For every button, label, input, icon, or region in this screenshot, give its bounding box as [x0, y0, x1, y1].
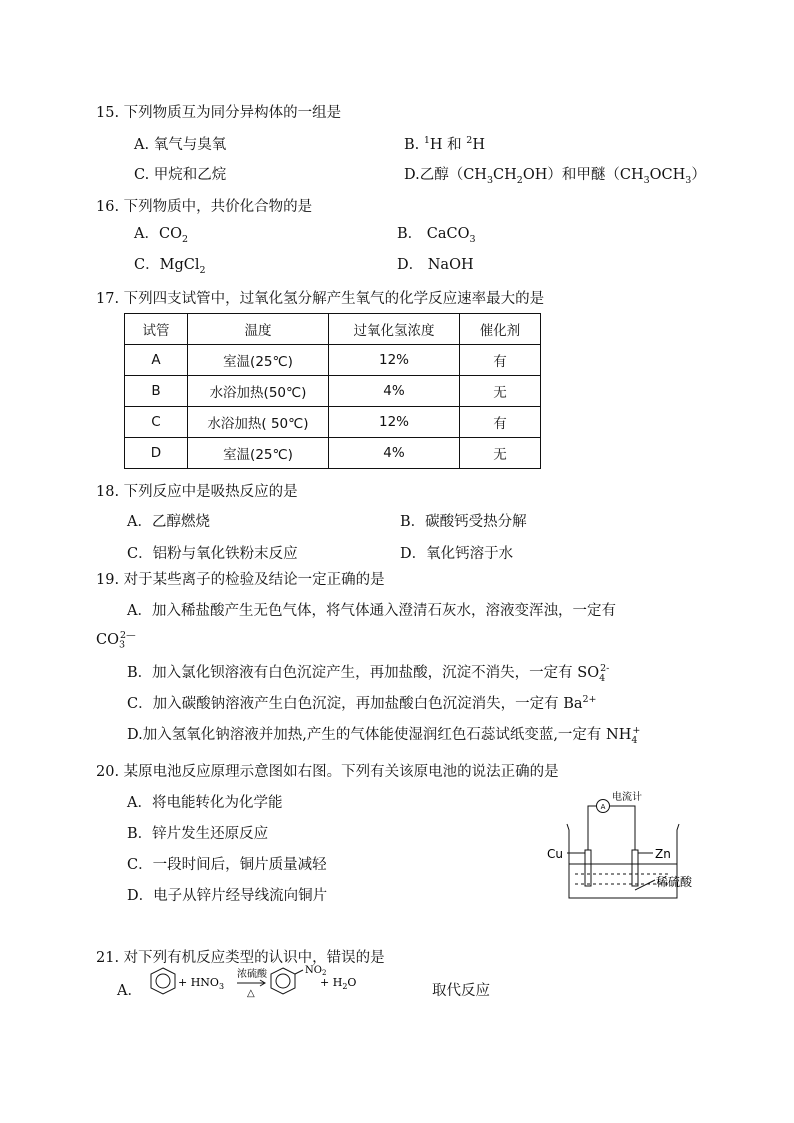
reagent-text: + $HNO_3$ — [178, 976, 225, 991]
table-header-row — [125, 314, 541, 345]
q19-option-b: B．加入氯化钡溶液有白色沉淀产生，再加盐酸，沉淀不消失，一定有 $SO_4^{2-}$ — [127, 663, 610, 684]
table-cell: D — [125, 438, 188, 469]
table-cell: 水浴加热( 50℃) — [188, 407, 329, 438]
zn-label: Zn — [655, 847, 671, 861]
q20-option-d: D．电子从锌片经导线流向铜片 — [127, 888, 328, 904]
table-cell: 12% — [329, 345, 460, 376]
table-cell: B — [125, 376, 188, 407]
table-row — [125, 345, 541, 376]
q15-option-b: B. $^1$H 和 $^2$H — [404, 135, 485, 153]
table-cell: 无 — [460, 376, 541, 407]
q15-option-d: D.乙醇$(CH_3CH_2OH)$和甲醚$(CH_3OCH_3)$ — [404, 167, 706, 186]
table-cell: 室温(25℃) — [188, 345, 329, 376]
q20-option-c: C．一段时间后，铜片质量减轻 — [127, 857, 327, 873]
q15-option-a: A. 氧气与臭氧 — [134, 137, 227, 153]
q19-option-a-cont: $CO_3^{2—}$ — [96, 630, 136, 651]
q16-option-c: C．MgCl$_2$ — [134, 257, 206, 276]
q17-table — [124, 313, 541, 469]
nitrobenzene-ring-icon — [271, 968, 295, 994]
q19-option-d: D.加入氢氧化钠溶液并加热,产生的气体能使湿润红色石蕊试纸变蓝,一定有 $NH_4^+$ — [127, 725, 641, 746]
q21-option-a-type: 取代反应 — [432, 983, 490, 999]
q20-option-a: A．将电能转化为化学能 — [127, 795, 283, 811]
q21-stem: 21. 对下列有机反应类型的认识中，错误的是 — [96, 950, 385, 966]
q16-option-d: D． NaOH — [397, 257, 474, 273]
water-text: + $H_2O$ — [320, 976, 357, 991]
q16-stem: 16. 下列物质中，共价化合物的是 — [96, 199, 313, 215]
q21-option-a-label: A． — [117, 983, 142, 999]
table-cell: 水浴加热(50℃) — [188, 376, 329, 407]
header-cell: 催化剂 — [460, 314, 541, 345]
q18-stem: 18. 下列反应中是吸热反应的是 — [96, 484, 298, 500]
zinc-electrode — [632, 850, 638, 886]
header-cell: 试管 — [125, 314, 188, 345]
q16-option-b: B． CaCO$_3$ — [397, 226, 476, 245]
wire-left — [588, 806, 597, 850]
q15-stem: 15. 下列物质互为同分异构体的一组是 — [96, 105, 342, 121]
q18-option-c: C．铝粉与氧化铁粉末反应 — [127, 546, 298, 562]
meter-caption: 电流计 — [612, 792, 642, 803]
table-cell: 有 — [460, 407, 541, 438]
q15-option-c: C. 甲烷和乙烷 — [134, 167, 227, 183]
cu-label: Cu — [547, 847, 563, 861]
q20-option-b: B．锌片发生还原反应 — [127, 826, 269, 842]
table-cell: A — [125, 345, 188, 376]
q16-option-a: A．$CO_2$ — [134, 226, 189, 245]
table-row — [125, 407, 541, 438]
table-cell: 有 — [460, 345, 541, 376]
q19-option-a: A．加入稀盐酸产生无色气体，将气体通入澄清石灰水，溶液变浑浊，一定有 — [127, 603, 616, 619]
galvanic-cell-figure — [545, 790, 715, 905]
table-cell: 室温(25℃) — [188, 438, 329, 469]
acid-label: 稀硫酸 — [656, 875, 693, 889]
q18-option-d: D．氧化钙溶于水 — [400, 546, 514, 562]
condition-heat: △ — [247, 988, 255, 999]
nitro-group-text: $NO_2$ — [305, 965, 327, 977]
table-cell: C — [125, 407, 188, 438]
q19-option-c: C．加入碳酸钠溶液产生白色沉淀，再加盐酸白色沉淀消失，一定有 $Ba^{2+}$ — [127, 694, 597, 712]
wire-right — [609, 806, 635, 850]
q18-option-b: B．碳酸钙受热分解 — [400, 514, 527, 530]
q17-stem: 17. 下列四支试管中，过氧化氢分解产生氧气的化学反应速率最大的是 — [96, 291, 545, 307]
q18-option-a: A．乙醇燃烧 — [127, 514, 210, 530]
ammeter-label: A — [600, 803, 606, 811]
table-cell: 无 — [460, 438, 541, 469]
nitration-equation — [145, 962, 385, 1000]
q20-stem: 20. 某原电池反应原理示意图如右图。下列有关该原电池的说法正确的是 — [96, 764, 559, 780]
table-row — [125, 438, 541, 469]
header-cell: 温度 — [188, 314, 329, 345]
table-cell: 12% — [329, 407, 460, 438]
q19-stem: 19. 对于某些离子的检验及结论一定正确的是 — [96, 572, 385, 588]
condition-top: 浓硫酸 — [237, 969, 267, 980]
benzene-ring-icon — [151, 968, 175, 994]
table-row — [125, 376, 541, 407]
copper-electrode — [585, 850, 591, 886]
header-cell: 过氧化氢浓度 — [329, 314, 460, 345]
table-cell: 4% — [329, 438, 460, 469]
table-cell: 4% — [329, 376, 460, 407]
